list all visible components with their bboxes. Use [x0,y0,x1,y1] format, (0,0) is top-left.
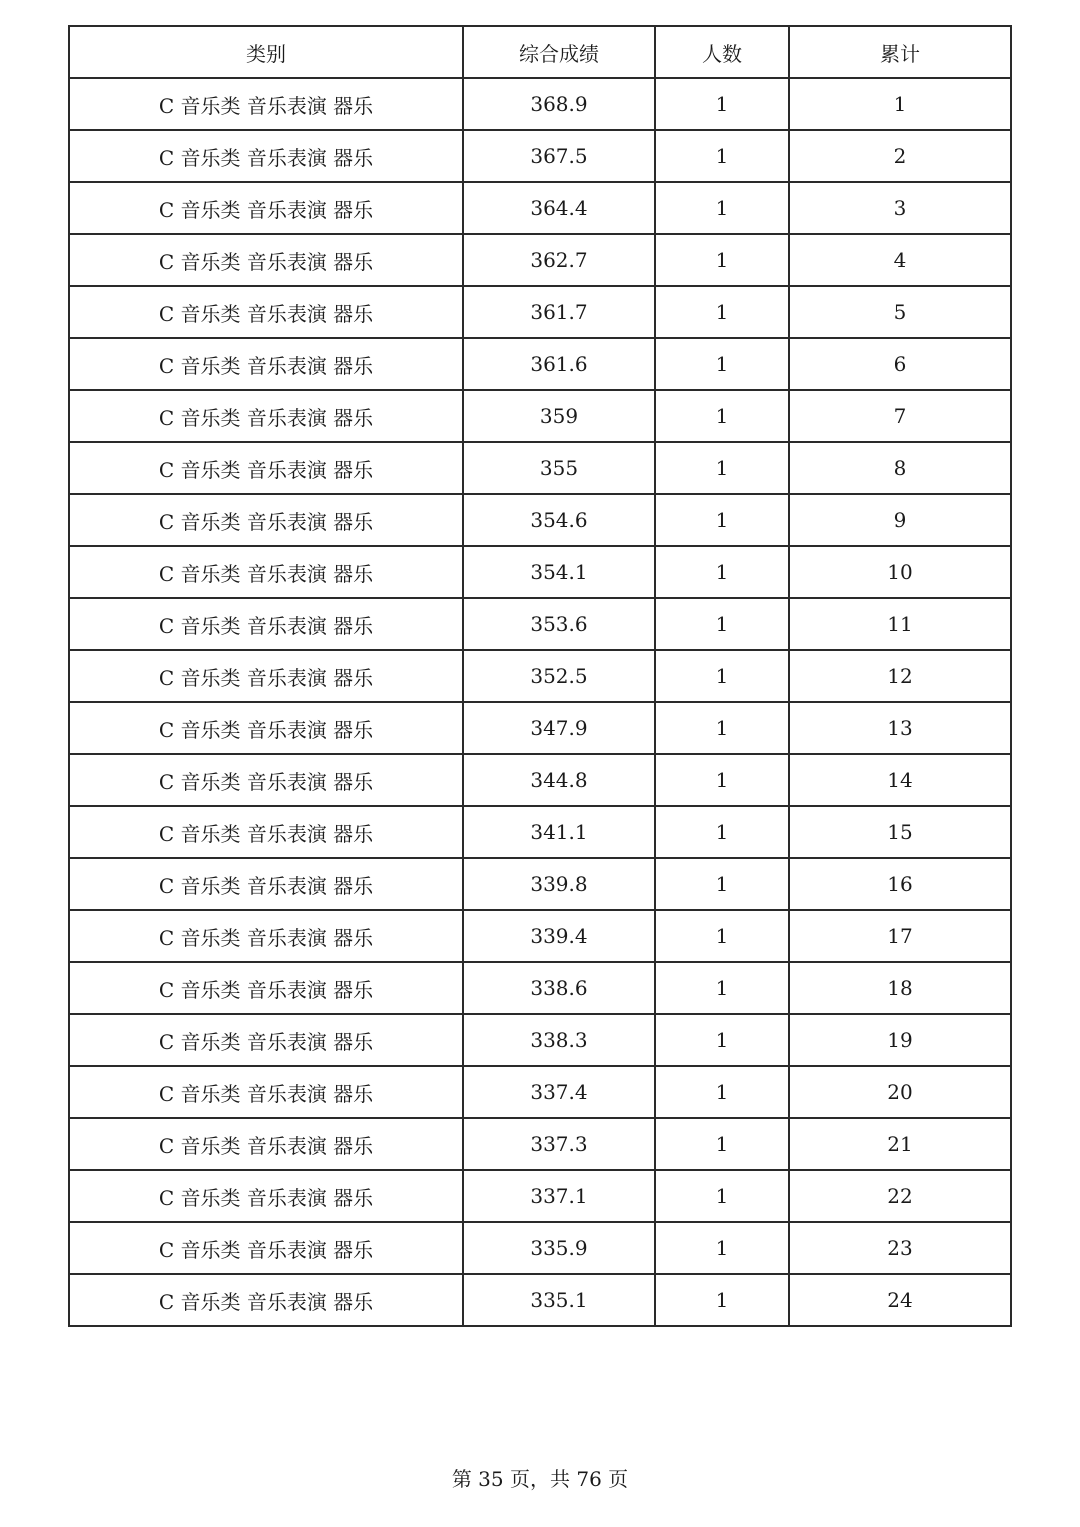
table-row [69,1118,1011,1170]
cell-count: 1 [655,390,789,442]
cell-cumulative: 24 [789,1274,1011,1326]
table-row [69,1170,1011,1222]
cell-count: 1 [655,1066,789,1118]
table-row [69,286,1011,338]
cell-cumulative: 13 [789,702,1011,754]
cell-cumulative: 16 [789,858,1011,910]
cell-count: 1 [655,910,789,962]
cell-category: C 音乐类 音乐表演 器乐 [69,598,463,650]
cell-score: 354.1 [463,546,655,598]
cell-score: 362.7 [463,234,655,286]
score-table [68,25,1012,1327]
cell-count: 1 [655,286,789,338]
cell-count: 1 [655,1274,789,1326]
cell-category: C 音乐类 音乐表演 器乐 [69,1118,463,1170]
cell-count: 1 [655,546,789,598]
cell-score: 337.1 [463,1170,655,1222]
header-count: 人数 [655,26,789,78]
cell-category: C 音乐类 音乐表演 器乐 [69,1274,463,1326]
cell-category: C 音乐类 音乐表演 器乐 [69,962,463,1014]
cell-score: 338.3 [463,1014,655,1066]
table-row [69,1066,1011,1118]
table-row [69,1274,1011,1326]
cell-cumulative: 18 [789,962,1011,1014]
cell-count: 1 [655,806,789,858]
cell-score: 347.9 [463,702,655,754]
cell-count: 1 [655,754,789,806]
header-score: 综合成绩 [463,26,655,78]
table-row [69,754,1011,806]
cell-count: 1 [655,1014,789,1066]
cell-category: C 音乐类 音乐表演 器乐 [69,130,463,182]
cell-category: C 音乐类 音乐表演 器乐 [69,1222,463,1274]
cell-category: C 音乐类 音乐表演 器乐 [69,286,463,338]
table-row [69,546,1011,598]
cell-cumulative: 20 [789,1066,1011,1118]
cell-category: C 音乐类 音乐表演 器乐 [69,650,463,702]
page-number: 第 35 页，共 76 页 [451,1467,629,1491]
cell-count: 1 [655,130,789,182]
cell-count: 1 [655,1170,789,1222]
table-row [69,182,1011,234]
cell-category: C 音乐类 音乐表演 器乐 [69,1014,463,1066]
cell-category: C 音乐类 音乐表演 器乐 [69,546,463,598]
cell-category: C 音乐类 音乐表演 器乐 [69,806,463,858]
cell-count: 1 [655,78,789,130]
cell-cumulative: 9 [789,494,1011,546]
table-row [69,702,1011,754]
table-header [69,26,1011,78]
cell-cumulative: 12 [789,650,1011,702]
table-row [69,806,1011,858]
cell-cumulative: 11 [789,598,1011,650]
table-row [69,598,1011,650]
cell-category: C 音乐类 音乐表演 器乐 [69,390,463,442]
cell-cumulative: 17 [789,910,1011,962]
cell-cumulative: 14 [789,754,1011,806]
cell-cumulative: 6 [789,338,1011,390]
cell-score: 339.4 [463,910,655,962]
cell-score: 337.3 [463,1118,655,1170]
cell-count: 1 [655,494,789,546]
cell-cumulative: 5 [789,286,1011,338]
cell-cumulative: 8 [789,442,1011,494]
cell-score: 367.5 [463,130,655,182]
cell-score: 344.8 [463,754,655,806]
header-row [69,26,1011,78]
cell-cumulative: 15 [789,806,1011,858]
cell-score: 338.6 [463,962,655,1014]
table-row [69,442,1011,494]
cell-category: C 音乐类 音乐表演 器乐 [69,1066,463,1118]
cell-category: C 音乐类 音乐表演 器乐 [69,494,463,546]
table-row [69,78,1011,130]
table-row [69,1222,1011,1274]
cell-count: 1 [655,234,789,286]
cell-cumulative: 3 [789,182,1011,234]
cell-category: C 音乐类 音乐表演 器乐 [69,442,463,494]
table-row [69,910,1011,962]
cell-score: 335.9 [463,1222,655,1274]
table-row [69,390,1011,442]
cell-category: C 音乐类 音乐表演 器乐 [69,754,463,806]
cell-category: C 音乐类 音乐表演 器乐 [69,78,463,130]
cell-cumulative: 1 [789,78,1011,130]
cell-score: 353.6 [463,598,655,650]
cell-count: 1 [655,338,789,390]
cell-count: 1 [655,650,789,702]
table-row [69,858,1011,910]
table-body [69,78,1011,1326]
cell-cumulative: 21 [789,1118,1011,1170]
cell-category: C 音乐类 音乐表演 器乐 [69,858,463,910]
cell-cumulative: 19 [789,1014,1011,1066]
cell-category: C 音乐类 音乐表演 器乐 [69,234,463,286]
cell-cumulative: 22 [789,1170,1011,1222]
cell-cumulative: 23 [789,1222,1011,1274]
cell-score: 354.6 [463,494,655,546]
cell-cumulative: 4 [789,234,1011,286]
header-category: 类别 [69,26,463,78]
cell-score: 339.8 [463,858,655,910]
table-row [69,338,1011,390]
cell-category: C 音乐类 音乐表演 器乐 [69,182,463,234]
cell-count: 1 [655,1222,789,1274]
cell-score: 337.4 [463,1066,655,1118]
cell-score: 355 [463,442,655,494]
cell-category: C 音乐类 音乐表演 器乐 [69,1170,463,1222]
cell-cumulative: 7 [789,390,1011,442]
cell-score: 341.1 [463,806,655,858]
cell-count: 1 [655,442,789,494]
cell-count: 1 [655,598,789,650]
cell-category: C 音乐类 音乐表演 器乐 [69,702,463,754]
cell-score: 368.9 [463,78,655,130]
cell-category: C 音乐类 音乐表演 器乐 [69,910,463,962]
table-row [69,494,1011,546]
cell-category: C 音乐类 音乐表演 器乐 [69,338,463,390]
table-row [69,1014,1011,1066]
cell-count: 1 [655,1118,789,1170]
cell-count: 1 [655,858,789,910]
cell-cumulative: 10 [789,546,1011,598]
table-row [69,962,1011,1014]
table-row [69,130,1011,182]
cell-score: 361.6 [463,338,655,390]
cell-score: 361.7 [463,286,655,338]
table-row [69,650,1011,702]
cell-score: 364.4 [463,182,655,234]
table-row [69,234,1011,286]
cell-score: 352.5 [463,650,655,702]
cell-count: 1 [655,702,789,754]
cell-score: 359 [463,390,655,442]
header-cumulative: 累计 [789,26,1011,78]
cell-cumulative: 2 [789,130,1011,182]
cell-count: 1 [655,962,789,1014]
cell-score: 335.1 [463,1274,655,1326]
cell-count: 1 [655,182,789,234]
